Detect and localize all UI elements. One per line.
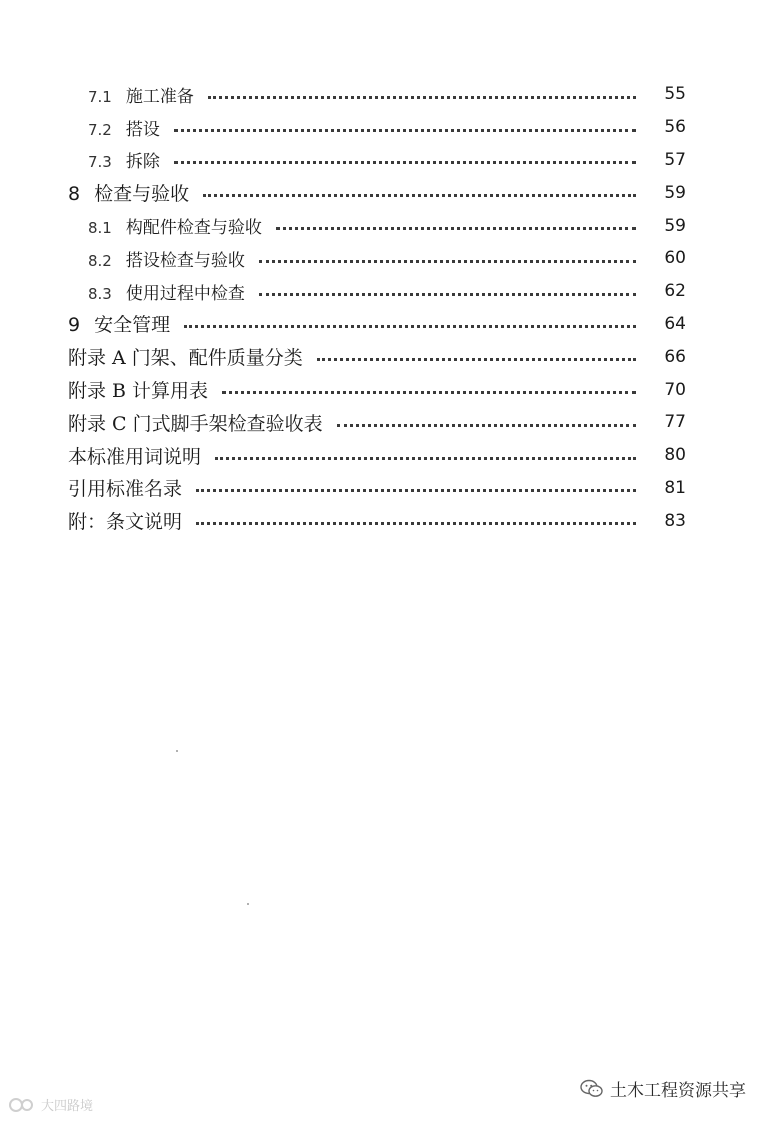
toc-leader-dots [203,190,636,197]
toc-entry-number: 8.2 [88,251,112,270]
toc-leader-dots [215,453,636,460]
toc-entry-number: 8.1 [88,219,112,238]
toc-leader-dots [196,485,636,492]
toc-entry[interactable] [0,439,768,472]
toc-entry-page: 80 [664,445,686,466]
toc-entry-page: 81 [664,477,686,498]
toc-entry[interactable] [0,340,768,373]
toc-entry-number: 9 [68,314,81,337]
toc-entry-page: 64 [664,313,686,334]
toc-leader-dots [259,256,636,263]
toc-entry-title: 附录 A 门架、配件质量分类 [68,347,303,370]
toc-entry-page: 60 [664,248,686,269]
table-of-contents [0,78,768,537]
toc-leader-dots [259,289,636,296]
toc-entry-page: 83 [664,510,686,531]
toc-leader-dots [317,354,636,361]
toc-entry-title: 搭设检查与验收 [125,250,245,271]
toc-leader-dots [222,387,636,394]
toc-entry[interactable] [0,406,768,439]
toc-leader-dots [337,420,636,427]
toc-entry[interactable] [0,472,768,505]
toc-leader-dots [174,125,636,132]
toc-entry-label [68,310,170,337]
toc-entry-title: 安全管理 [94,314,171,337]
toc-entry-title: 使用过程中检查 [125,283,245,304]
toc-entry-number: 7.2 [88,120,112,139]
toc-leader-dots [184,321,636,328]
toc-entry-page: 70 [664,379,686,400]
toc-entry-page: 55 [664,84,686,105]
toc-entry-title: 引用标准名录 [68,478,183,501]
toc-entry[interactable] [0,373,768,406]
toc-entry-number: 8 [68,183,81,206]
toc-entry-label [68,179,189,206]
toc-entry[interactable] [0,144,768,177]
toc-entry-label [88,147,160,172]
toc-entry[interactable] [0,275,768,308]
toc-entry-title: 构配件检查与验收 [125,218,262,239]
toc-entry[interactable] [0,78,768,111]
toc-entry-title: 本标准用词说明 [68,445,202,468]
toc-leader-dots [276,223,636,230]
toc-entry-page: 59 [664,182,686,203]
toc-entry[interactable] [0,242,768,275]
toc-entry-page: 57 [664,149,686,170]
watermark-account-name: 土木工程资源共享 [610,1081,746,1101]
toc-entry[interactable] [0,209,768,242]
toc-entry-number: 7.1 [88,87,112,106]
toc-entry-label [88,82,194,107]
toc-entry-page: 59 [664,215,686,236]
toc-entry-title: 拆除 [125,152,160,173]
toc-entry-title: 附录 B 计算用表 [68,380,209,403]
toc-entry-page: 77 [664,412,686,433]
toc-entry-title: 附：条文说明 [68,511,183,534]
toc-leader-dots [174,157,636,164]
toc-entry[interactable] [0,308,768,341]
watermark-brand-name: 大四路境 [41,1099,94,1114]
toc-entry[interactable] [0,111,768,144]
toc-leader-dots [208,92,636,99]
toc-entry-number: 7.3 [88,153,112,172]
toc-leader-dots [196,518,636,525]
toc-entry[interactable] [0,176,768,209]
toc-entry-title: 附录 C 门式脚手架检查验收表 [68,412,323,435]
circle-logo-icon [8,1097,38,1113]
toc-entry-title: 施工准备 [125,86,194,107]
toc-entry-page: 62 [664,281,686,302]
watermark-account [580,1076,746,1101]
watermark-brand [8,1095,93,1114]
scan-speck [247,903,249,905]
wechat-icon [580,1079,604,1099]
scan-speck [176,750,178,752]
toc-entry-label [88,213,262,238]
toc-entry-title: 搭设 [125,119,160,140]
toc-entry-label [88,246,245,271]
toc-entry-number: 8.3 [88,284,112,303]
toc-entry-title: 检查与验收 [94,183,190,206]
toc-entry-page: 66 [664,346,686,367]
toc-entry[interactable] [0,504,768,537]
toc-entry-page: 56 [664,117,686,138]
toc-entry-label [88,115,160,140]
toc-entry-label [88,279,245,304]
